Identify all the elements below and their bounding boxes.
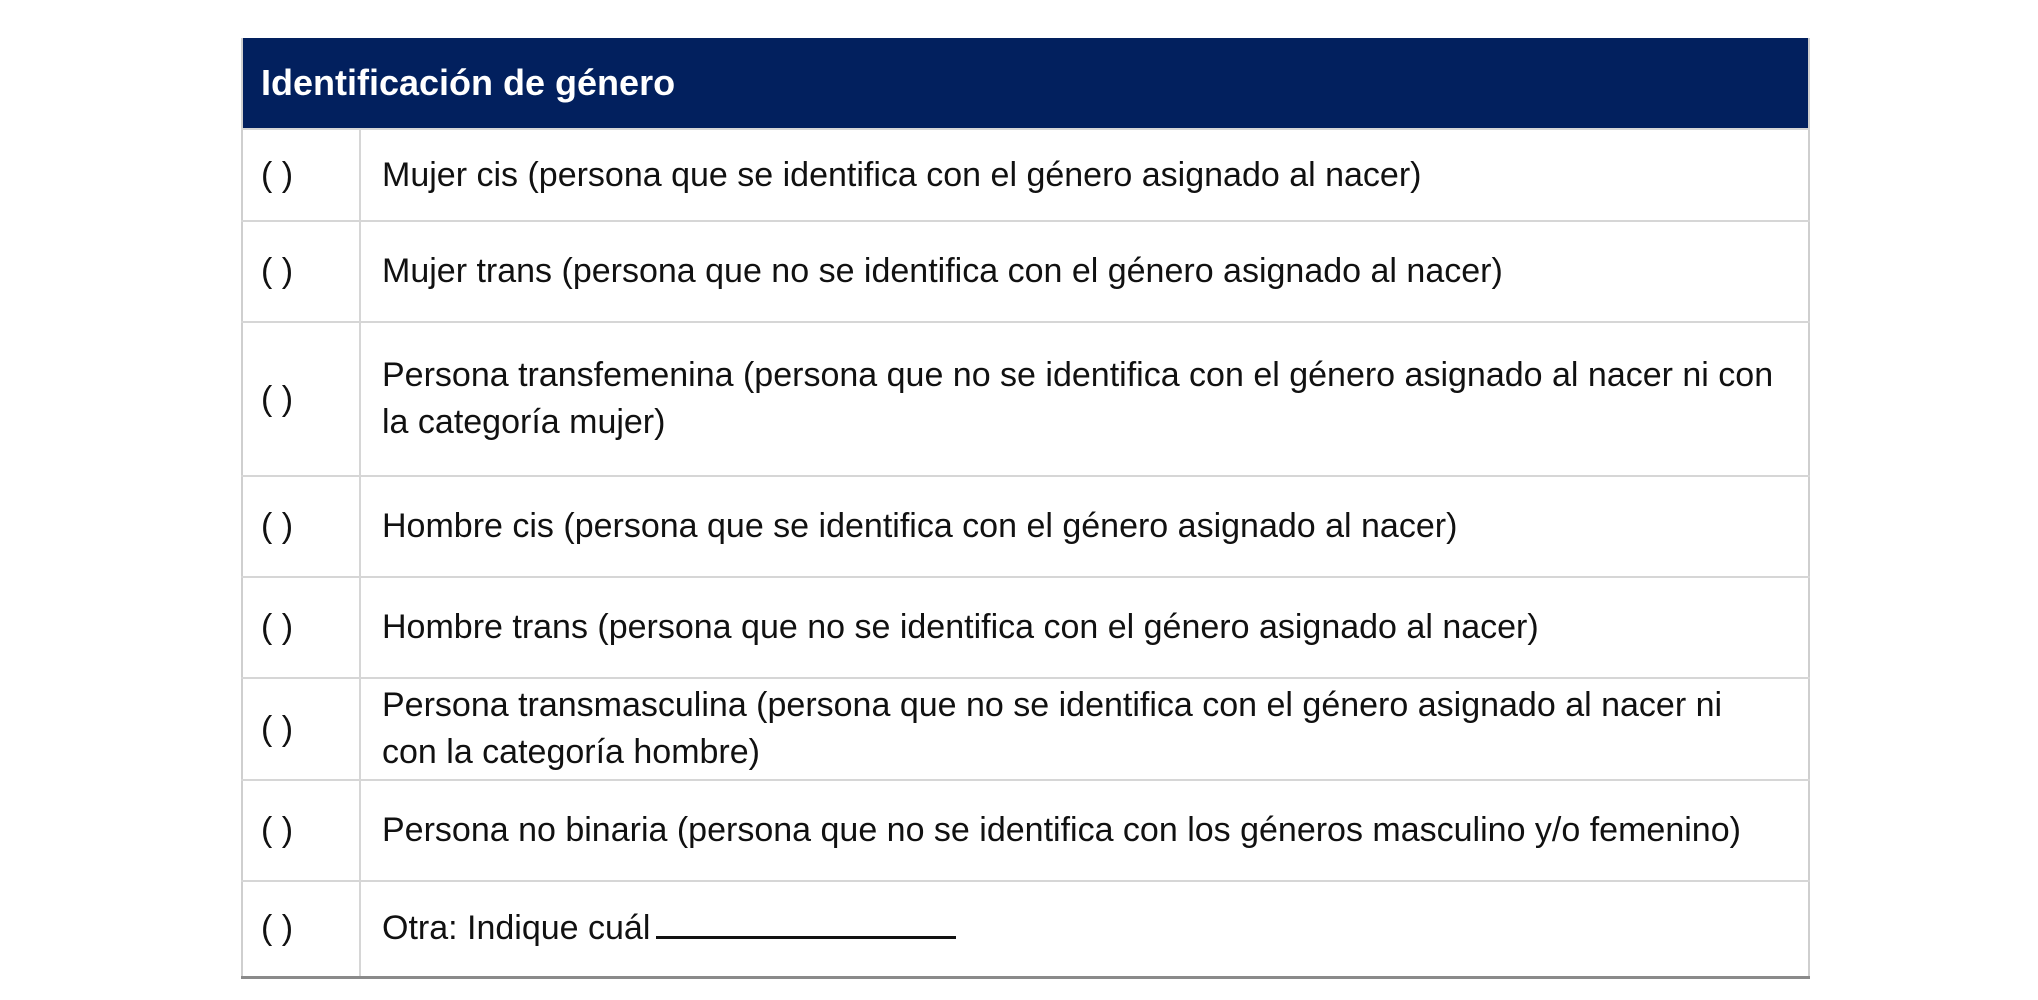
option-checkbox[interactable]: ( ): [242, 322, 360, 476]
table-title: Identificación de género: [242, 38, 1809, 129]
option-label: Persona transfemenina (persona que no se identifica con el género asignado al nacer ni con la categoría mujer): [360, 322, 1809, 476]
option-row-trans-woman: [242, 221, 1809, 322]
table-header-row: [242, 38, 1809, 129]
option-row-transfeminine: [242, 322, 1809, 476]
option-row-transmasculine: [242, 678, 1809, 780]
other-specify-field[interactable]: [656, 906, 956, 939]
option-label: Persona transmasculina (persona que no se identifica con el género asignado al nacer ni con la categoría hombre): [360, 678, 1809, 780]
option-label: Persona no binaria (persona que no se identifica con los géneros masculino y/o femenino): [360, 780, 1809, 881]
option-label: Hombre cis (persona que se identifica con el género asignado al nacer): [360, 476, 1809, 577]
option-checkbox[interactable]: ( ): [242, 577, 360, 678]
option-row-other: [242, 881, 1809, 977]
option-row-trans-man: [242, 577, 1809, 678]
option-label: Hombre trans (persona que no se identifica con el género asignado al nacer): [360, 577, 1809, 678]
option-row-cis-woman: [242, 129, 1809, 221]
option-label: Mujer cis (persona que se identifica con el género asignado al nacer): [360, 129, 1809, 221]
option-label: Mujer trans (persona que no se identifica con el género asignado al nacer): [360, 221, 1809, 322]
option-checkbox[interactable]: ( ): [242, 881, 360, 977]
gender-identification-table: [241, 38, 1810, 979]
option-checkbox[interactable]: ( ): [242, 221, 360, 322]
option-checkbox[interactable]: ( ): [242, 129, 360, 221]
option-row-non-binary: [242, 780, 1809, 881]
option-checkbox[interactable]: ( ): [242, 678, 360, 780]
option-label: Otra: Indique cuál: [382, 909, 651, 948]
option-other-cell: [360, 881, 1809, 977]
option-checkbox[interactable]: ( ): [242, 476, 360, 577]
option-row-cis-man: [242, 476, 1809, 577]
option-checkbox[interactable]: ( ): [242, 780, 360, 881]
